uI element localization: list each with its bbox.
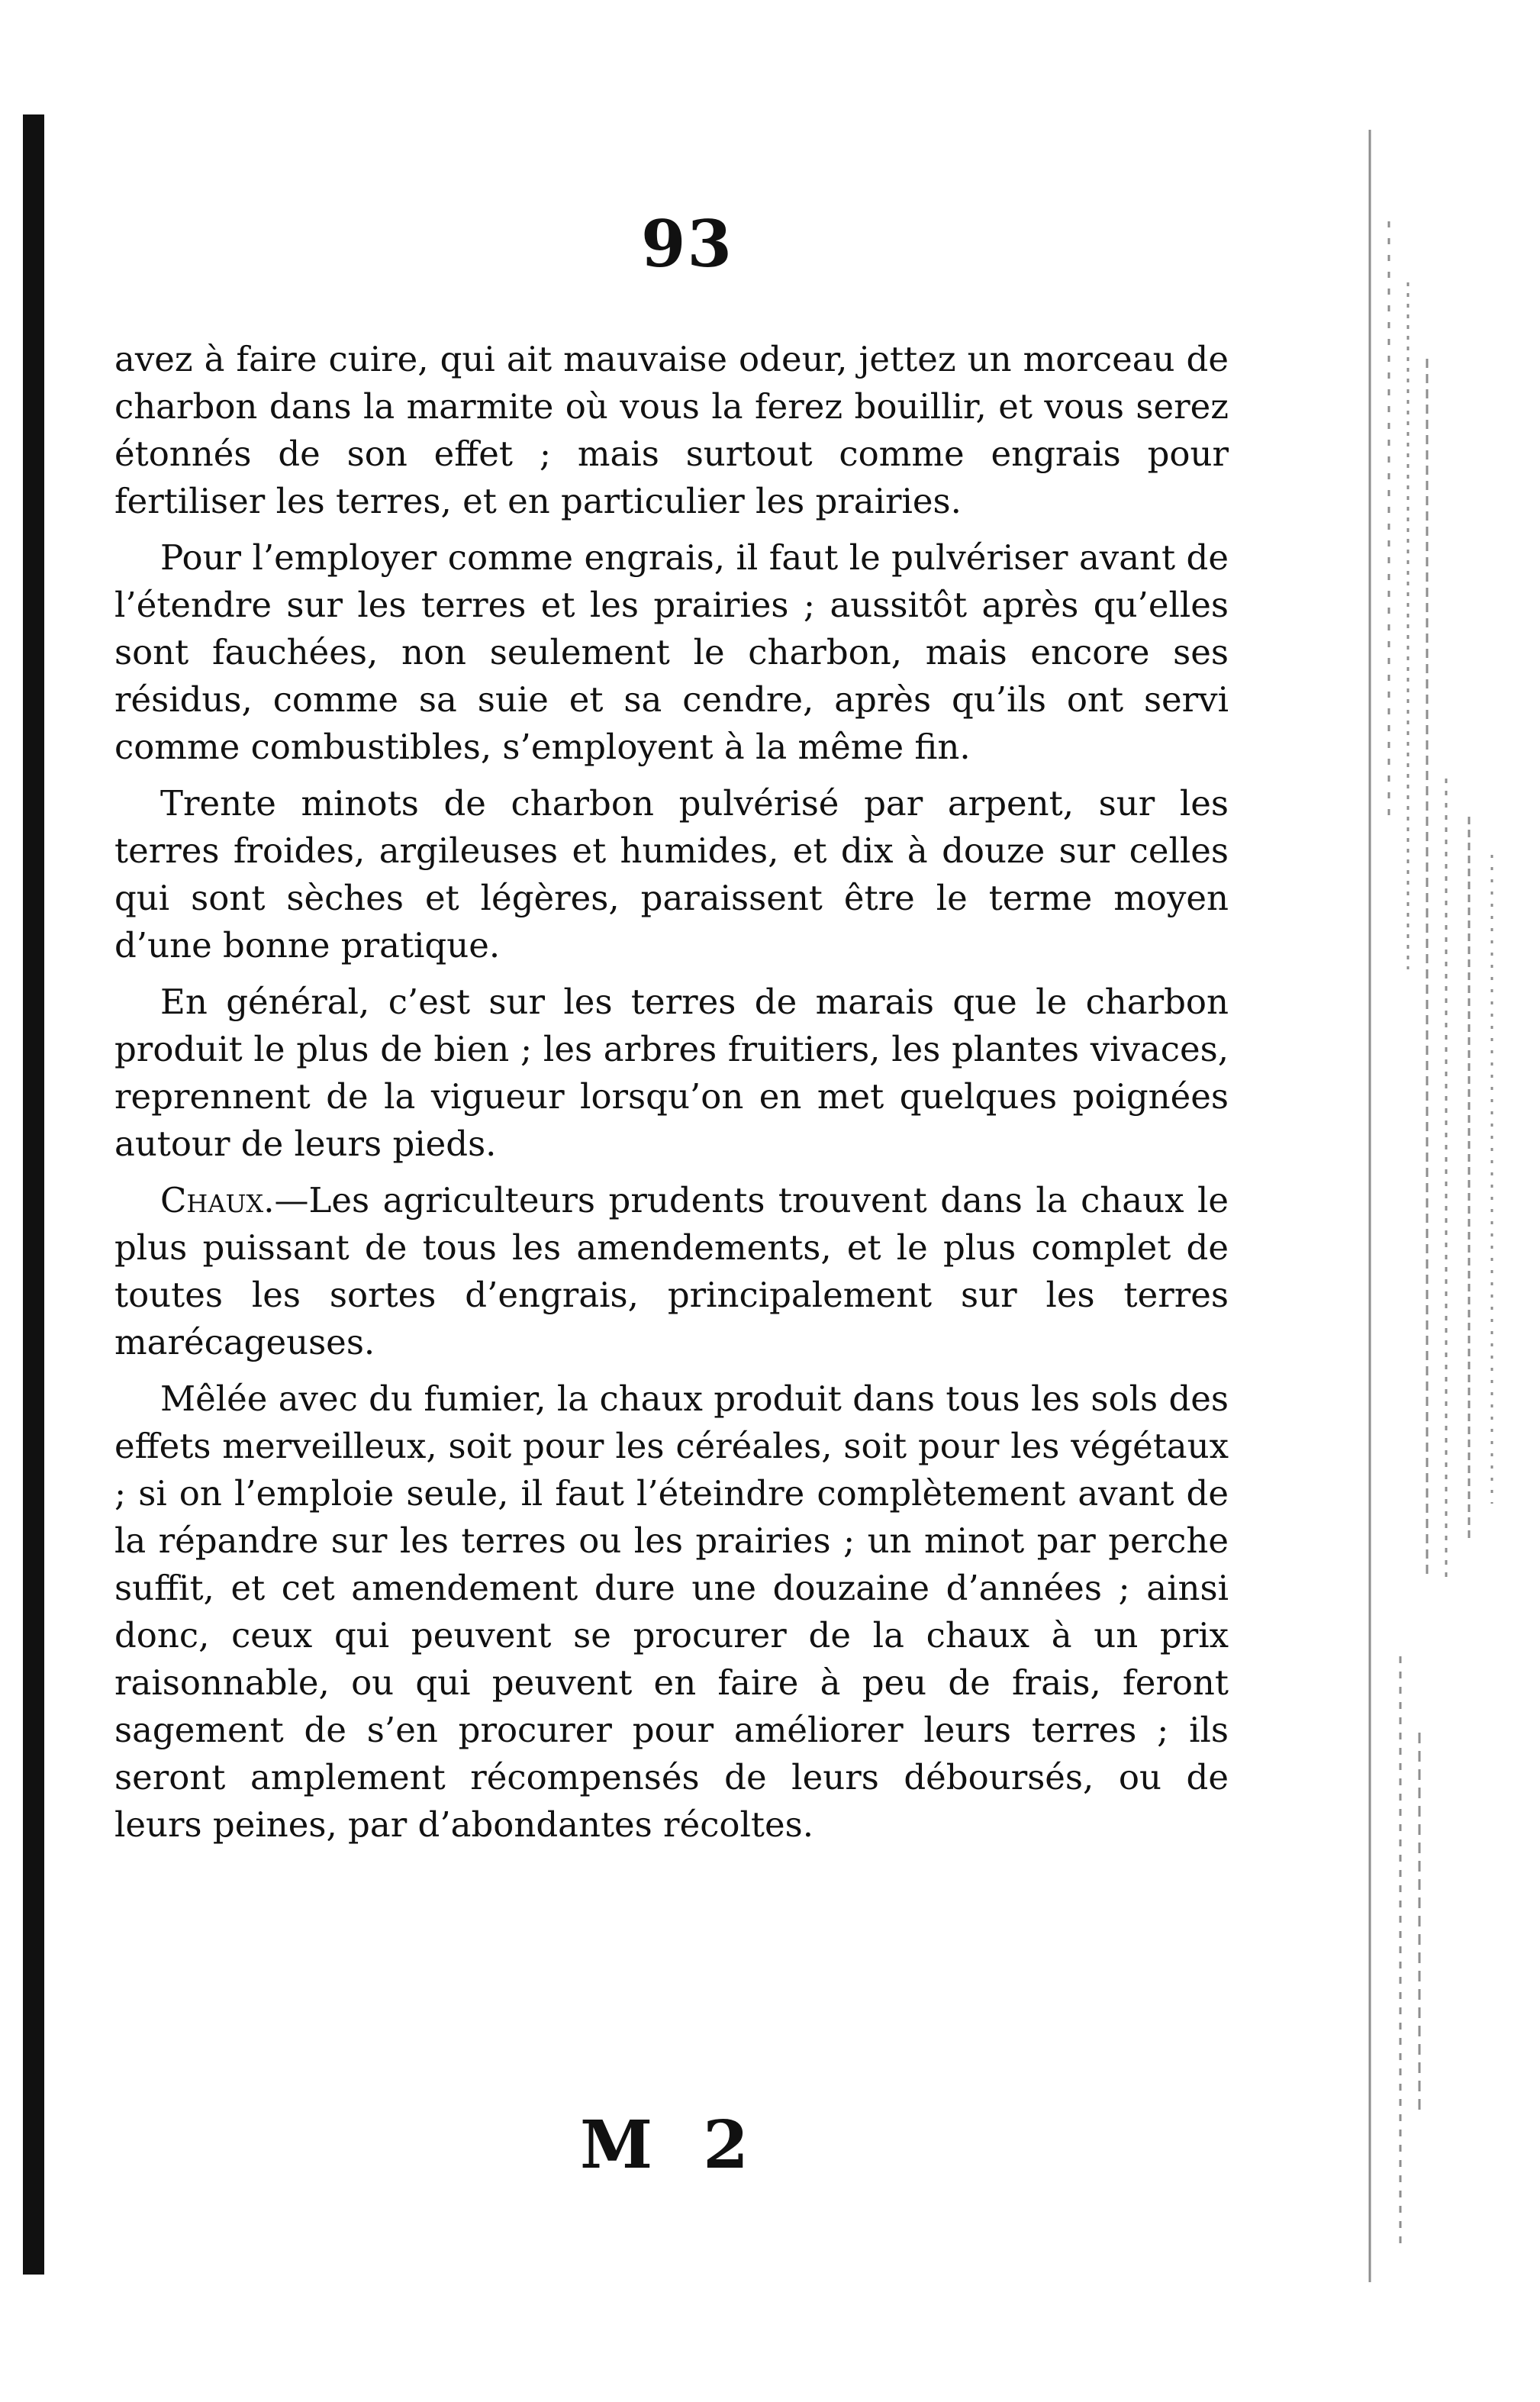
paragraph-en-general: En général, c’est sur les terres de marais que le charbon produit le plus de bien ; les arbres fruitiers, les plantes vivaces, reprennent de la vigueur lorsqu’on en met quelques poignées autour de leurs pieds. — [114, 982, 1229, 1164]
paragraph-continuation: avez à faire cuire, qui ait mauvaise odeur, jettez un morceau de charbon dans la marmite où vous la ferez bouillir, et vous serez étonnés de son effet ; mais surtout comme engrais pour fertiliser les terres, et en particulier les prairies. — [114, 339, 1229, 521]
paragraph-trente-minots: Trente minots de charbon pulvérisé par arpent, sur les terres froides, argileuses et humides, et dix à douze sur celles qui sont sèches et légères, paraissent être le terme moyen d’une bonne pratique. — [114, 783, 1229, 966]
page-number: 93 — [641, 206, 733, 282]
binding-edge-shadow — [23, 114, 44, 2275]
section-heading-chaux: Chaux. — [160, 1180, 275, 1220]
adjacent-page-bleed — [1355, 130, 1519, 2282]
chaux-text: —Les agriculteurs prudents trouvent dans la chaux le plus puissant de tous les amendements, et le plus complet de toutes les sortes d’engrais, principalement sur les terres marécageuses. — [114, 1180, 1229, 1362]
paragraph-chaux — [114, 1177, 1229, 1366]
paragraph-melee: Mêlée avec du fumier, la chaux produit dans tous les sols des effets merveilleux, soit pour les céréales, soit pour les végétaux ; si on l’emploie seule, il faut l’éteindre complètement avant de la répandre sur les terres ou les prairies ; un minot par perche suffit, et cet amendement dure une douzaine d’années ; ainsi donc, ceux qui peuvent se procurer de la chaux à un prix raisonnable, ou qui peuvent en faire à peu de frais, feront sagement de s’en procurer pour améliorer leurs terres ; ils seront amplement récompensés de leurs déboursés, ou de leurs peines, par d’abondantes récoltes. — [114, 1378, 1229, 1845]
body-text — [114, 336, 1229, 1858]
signature-mark: M 2 — [580, 2107, 762, 2184]
paragraph-pulveriser: Pour l’employer comme engrais, il faut le pulvériser avant de l’étendre sur les terres et les prairies ; aussitôt après qu’elles sont fauchées, non seulement le charbon, mais encore ses résidus, comme sa suie et sa cendre, après qu’ils ont servi comme combustibles, s’employent à la même fin. — [114, 537, 1229, 767]
